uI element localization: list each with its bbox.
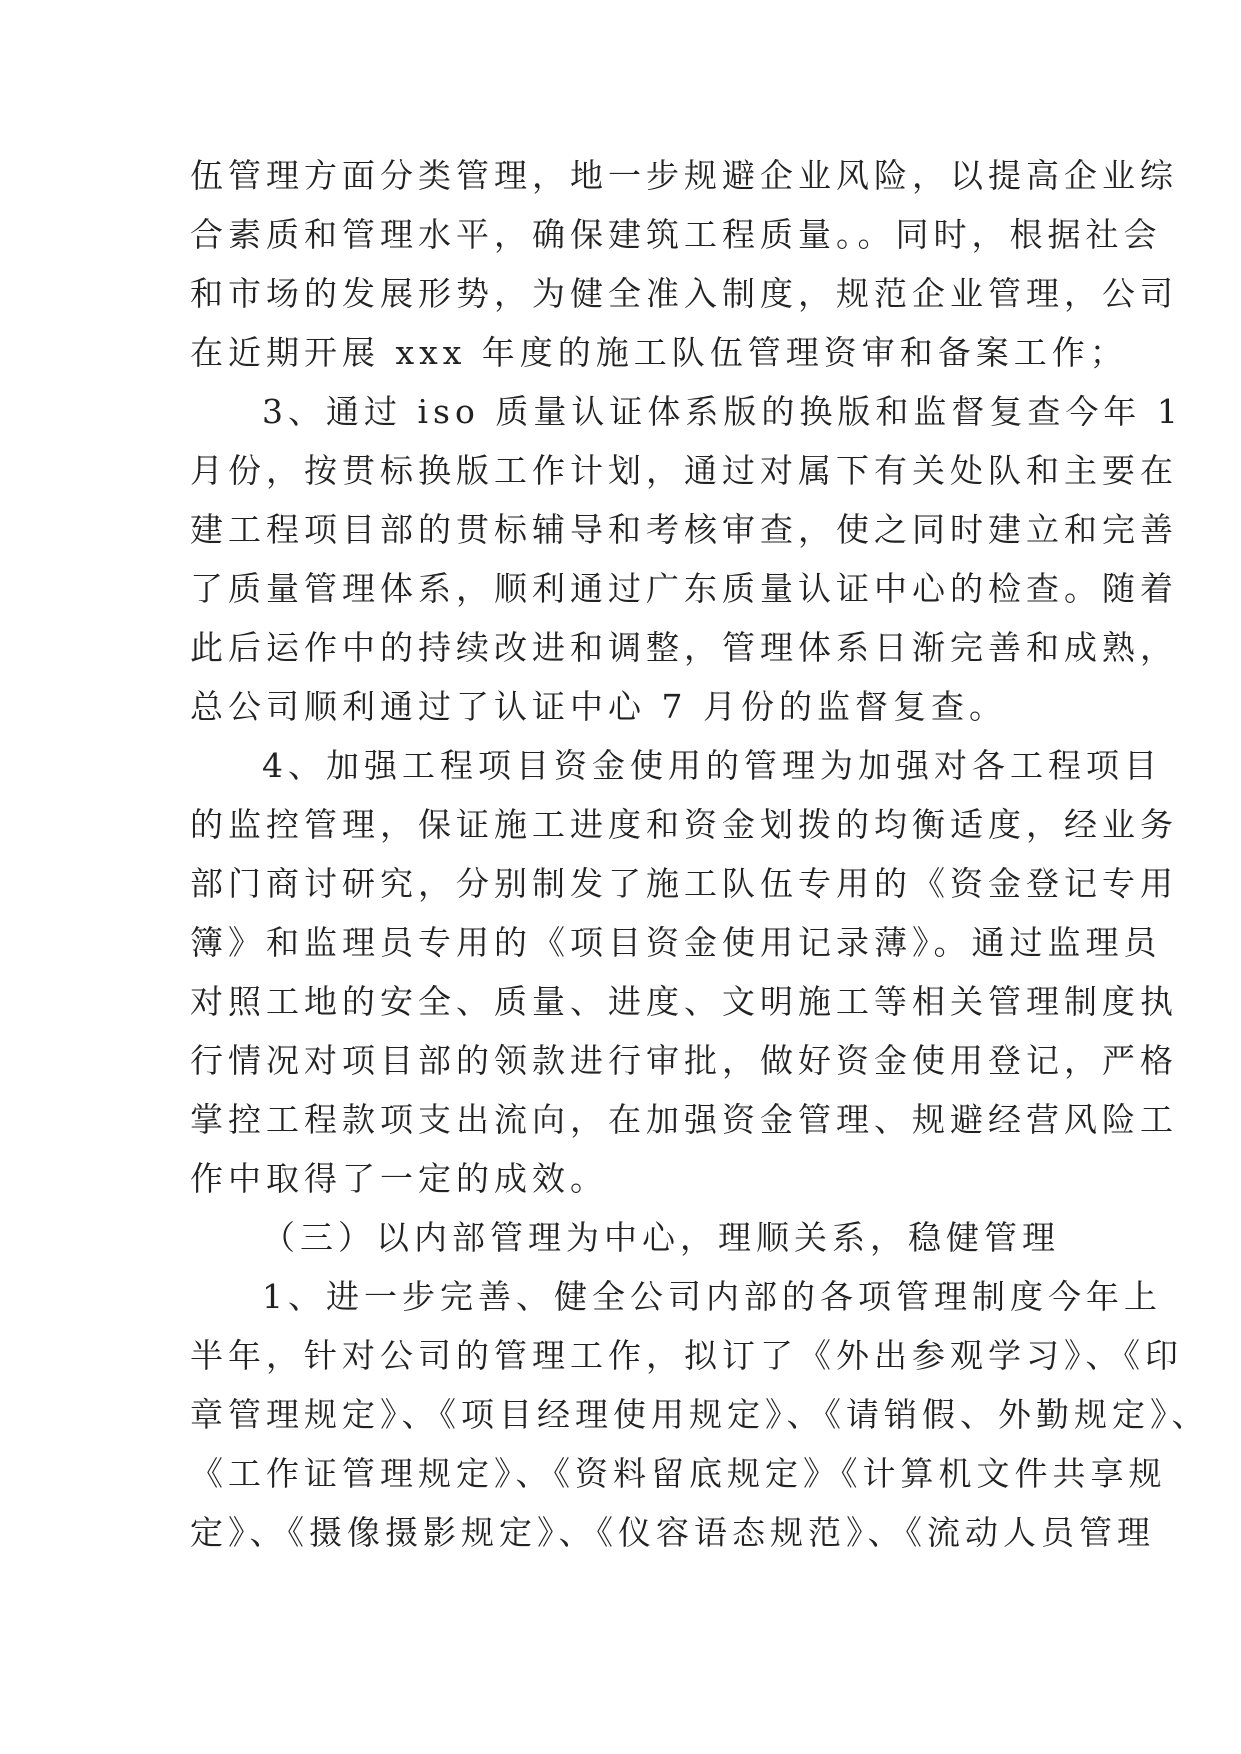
- text-line: 伍管理方面分类管理，地一步规避企业风险，以提高企业综: [190, 156, 1178, 195]
- text-line: 建工程项目部的贯标辅导和考核审查，使之同时建立和完善: [190, 510, 1178, 549]
- text-line: 的监控管理，保证施工进度和资金划拨的均衡适度，经业务: [190, 805, 1178, 844]
- section-heading: （三）以内部管理为中心，理顺关系，稳健管理: [262, 1218, 1060, 1257]
- text-line: 总公司顺利通过了认证中心 7 月份的监督复查。: [190, 687, 1007, 726]
- text-line: 章管理规定》、《项目经理使用规定》、《请销假、外勤规定》、: [190, 1395, 1210, 1434]
- text-line: 《工作证管理规定》、《资料留底规定》《计算机文件共享规: [190, 1454, 1167, 1493]
- text-line: 月份，按贯标换版工作计划，通过对属下有关处队和主要在: [190, 451, 1178, 490]
- text-line: 合素质和管理水平，确保建筑工程质量。。同时，根据社会: [190, 215, 1162, 254]
- text-line: 掌控工程款项支出流向，在加强资金管理、规避经营风险工: [190, 1100, 1178, 1139]
- paragraph-start-line: 1、进一步完善、健全公司内部的各项管理制度今年上: [262, 1277, 1162, 1316]
- paragraph-start-line: 4、加强工程项目资金使用的管理为加强对各工程项目: [262, 746, 1162, 785]
- body-text: [190, 146, 1210, 1562]
- text-line: 作中取得了一定的成效。: [190, 1159, 608, 1198]
- text-line: 行情况对项目部的领款进行审批，做好资金使用登记，严格: [190, 1041, 1178, 1080]
- text-line: 此后运作中的持续改进和调整，管理体系日渐完善和成熟，: [190, 628, 1178, 667]
- text-line: 对照工地的安全、质量、进度、文明施工等相关管理制度执: [190, 982, 1178, 1021]
- text-line: 定》、《摄像摄影规定》、《仪容语态规范》、《流动人员管理: [190, 1513, 1155, 1552]
- text-line: 了质量管理体系，顺利通过广东质量认证中心的检查。随着: [190, 569, 1178, 608]
- text-line: 半年，针对公司的管理工作，拟订了《外出参观学习》、《印: [190, 1336, 1183, 1375]
- text-line: 和市场的发展形势，为健全准入制度，规范企业管理，公司: [190, 274, 1178, 313]
- text-line: 部门商讨研究，分别制发了施工队伍专用的《资金登记专用: [190, 864, 1178, 903]
- text-line: 簿》和监理员专用的《项目资金使用记录薄》。通过监理员: [190, 923, 1162, 962]
- text-line: 在近期开展 xxx 年度的施工队伍管理资审和备案工作；: [190, 333, 1128, 372]
- paragraph-start-line: 3、通过 iso 质量认证体系版的换版和监督复查今年 1: [262, 392, 1183, 431]
